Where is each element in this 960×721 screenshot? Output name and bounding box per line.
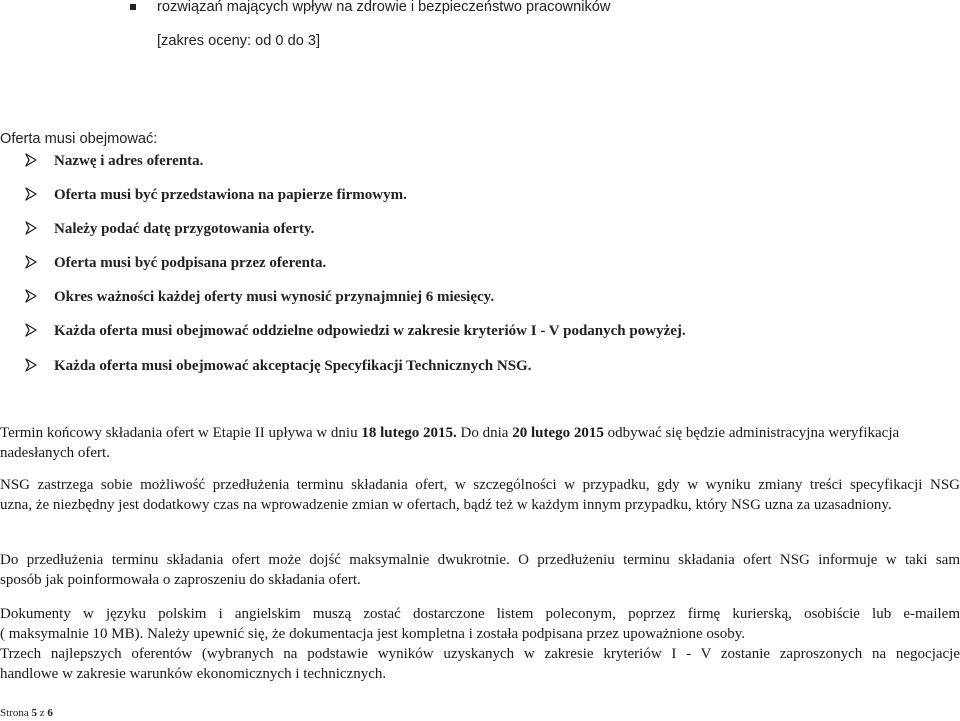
criteria-item-text: rozwiązań mających wpływ na zdrowie i bezpieczeństwo pracowników: [157, 0, 611, 15]
deadline-text: Do dnia: [456, 425, 513, 441]
extension-limit-line-1: Do przedłużenia terminu składania ofert może dojść maksymalnie dwukrotnie. O przedłużeniu terminu składania ofert NSG informuje w taki sam: [0, 552, 960, 568]
offer-requirement-text: Każda oferta musi obejmować akceptację Specyfikacji Technicznych NSG.: [54, 358, 532, 374]
offer-requirement-text: Oferta musi być przedstawiona na papierze firmowym.: [54, 187, 407, 203]
arrow-bullet-icon: [24, 323, 38, 337]
offer-requirement-text: Oferta musi być podpisana przez oferenta.: [54, 255, 327, 271]
total-page-count: 6: [47, 707, 53, 719]
extension-line-2: uzna, że niezbędny jest dodatkowy czas na wprowadzenie zmian w ofertach, bądź też w każdym innym przypadku, który NSG uzna za uzasadniony.: [0, 497, 892, 513]
footer-separator: z: [36, 707, 48, 719]
deadline-date-stage-2: 18 lutego 2015.: [361, 425, 457, 441]
offer-requirement-text: Nazwę i adres oferenta.: [54, 153, 204, 169]
page-number-footer: [0, 706, 53, 720]
documents-paragraph: [0, 604, 960, 684]
extension-limit-line-2: sposób jak poinformowała o zaproszeniu do składania ofert.: [0, 572, 361, 588]
arrow-bullet-icon: [24, 358, 38, 372]
deadline-line-2: nadesłanych ofert.: [0, 445, 110, 461]
footer-prefix: Strona: [0, 707, 32, 719]
arrow-bullet-icon: [24, 221, 38, 235]
current-page-number: 5: [31, 707, 37, 719]
documents-line-2: ( maksymalnie 10 MB). Należy upewnić się, że dokumentacja jest kompletna i została podpisana przez upoważnione osoby.: [0, 626, 746, 642]
arrow-bullet-icon: [24, 187, 38, 201]
deadline-paragraph: [0, 423, 960, 463]
extension-line-1: NSG zastrzega sobie możliwość przedłużenia terminu składania ofert, w szczególności w przypadku, gdy w wyniku zmiany treści specyfikacji NSG: [0, 477, 960, 493]
arrow-bullet-icon: [24, 255, 38, 269]
verification-date: 20 lutego 2015: [512, 425, 604, 441]
extension-paragraph: [0, 475, 960, 515]
rating-scale-note: [zakres oceny: od 0 do 3]: [157, 33, 321, 49]
extension-limit-paragraph: [0, 550, 960, 590]
square-bullet-icon: [130, 4, 136, 10]
offer-requirements-intro: Oferta musi obejmować:: [0, 131, 158, 147]
offer-requirement-text: Okres ważności każdej oferty musi wynosić przynajmniej 6 miesięcy.: [54, 289, 495, 305]
offer-requirement-text: Każda oferta musi obejmować oddzielne odpowiedzi w zakresie kryteriów I - V podanych powyżej.: [54, 323, 686, 339]
deadline-text: odbywać się będzie administracyjna weryfikacja: [603, 425, 900, 441]
arrow-bullet-icon: [24, 153, 38, 167]
offer-requirement-text: Należy podać datę przygotowania oferty.: [54, 221, 315, 237]
documents-line-4: handlowe w zakresie warunków ekonomicznych i technicznych.: [0, 666, 387, 682]
arrow-bullet-icon: [24, 289, 38, 303]
deadline-line-1: [0, 423, 960, 443]
documents-line-1: Dokumenty w języku polskim i angielskim muszą zostać dostarczone listem poleconym, poprzez firmę kurierską, osobiście lub e-mailem: [0, 606, 960, 622]
documents-line-3: Trzech najlepszych oferentów (wybranych na podstawie wyników uzyskanych w zakresie kryteriów I - V zostanie zaproszonych na negocjacje: [0, 646, 960, 662]
deadline-text: Termin końcowy składania ofert w Etapie II upływa w dniu: [0, 425, 362, 441]
